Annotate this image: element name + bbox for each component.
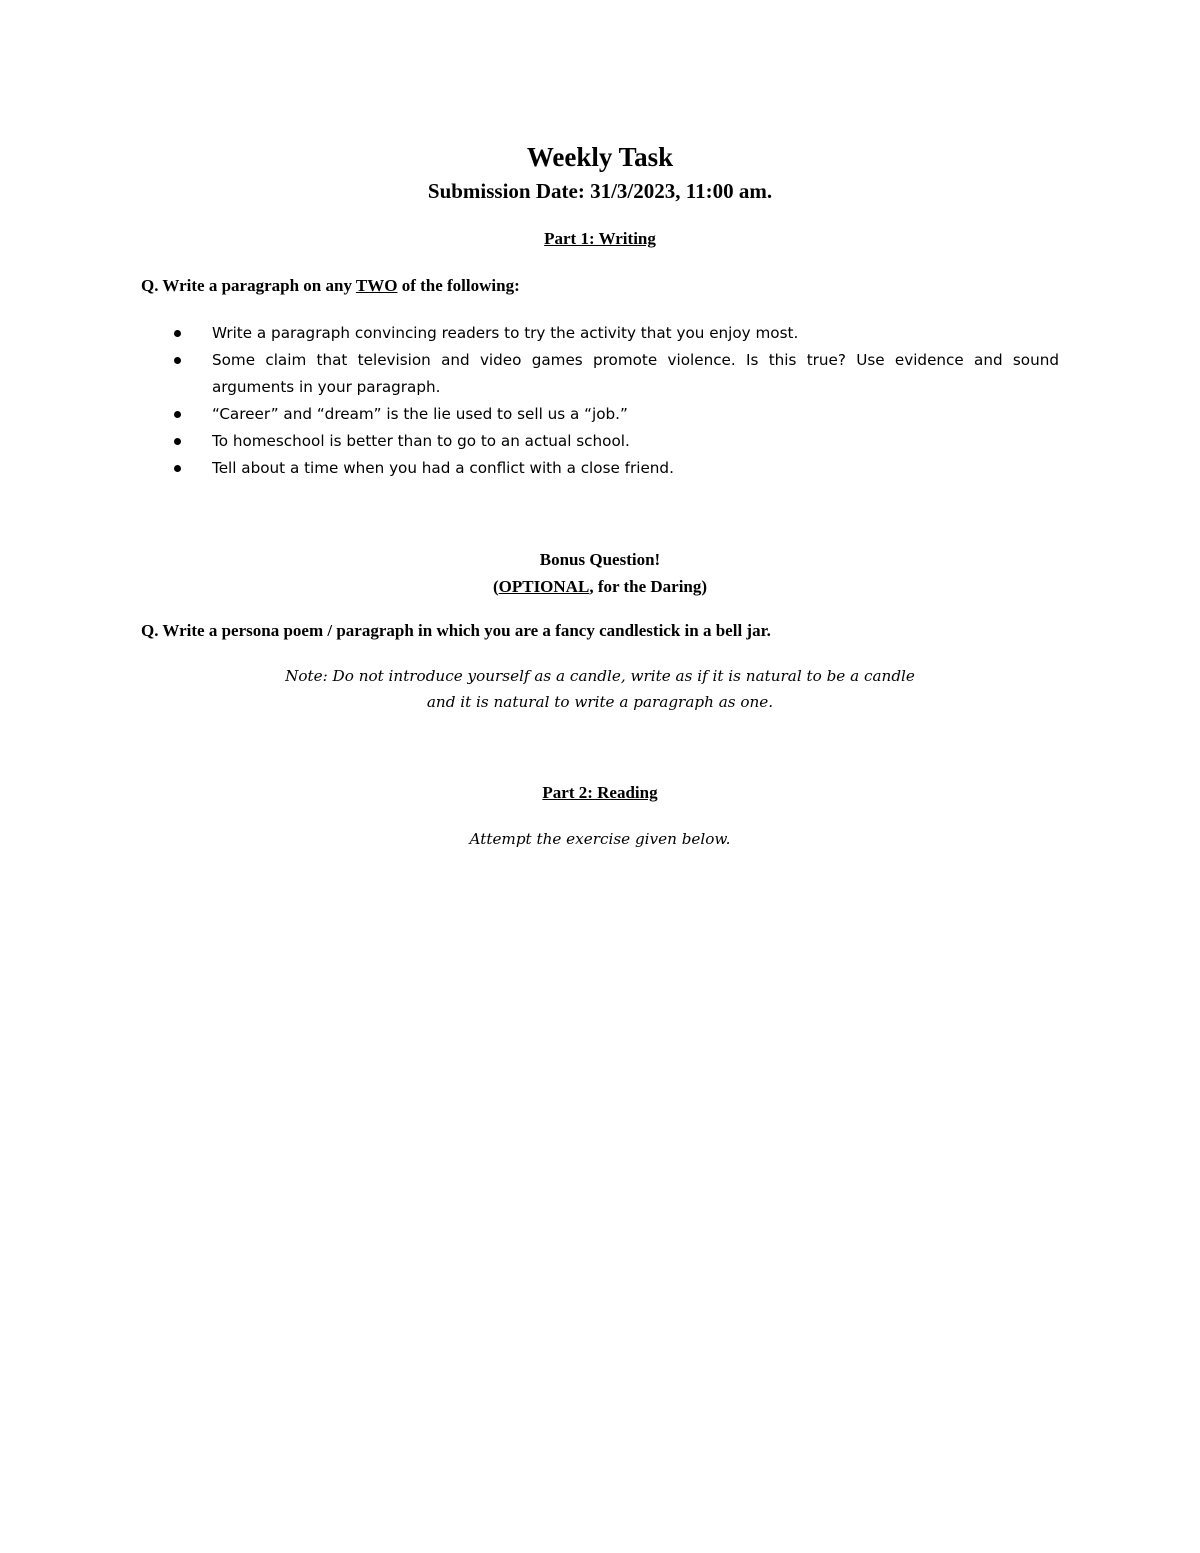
list-item-text: Write a paragraph convincing readers to try the activity that you enjoy most. bbox=[212, 324, 799, 342]
bonus-subheading bbox=[0, 573, 1200, 600]
document-title: Weekly Task bbox=[526, 142, 674, 172]
list-item-text: Tell about a time when you had a conflict with a close friend. bbox=[212, 459, 674, 477]
bullet-icon bbox=[174, 438, 181, 445]
part1-question bbox=[141, 275, 1071, 297]
part2-instruction: Attempt the exercise given below. bbox=[469, 830, 731, 848]
list-item-text: To homeschool is better than to go to an actual school. bbox=[212, 432, 630, 450]
bonus-sub-emphasis: OPTIONAL bbox=[498, 577, 590, 596]
list-item bbox=[141, 347, 1059, 401]
list-item bbox=[141, 320, 1059, 347]
bonus-heading: Bonus Question! bbox=[539, 550, 661, 569]
bonus-question: Q. Write a persona poem / paragraph in which you are a fancy candlestick in a bell jar. bbox=[141, 621, 771, 640]
part1-heading: Part 1: Writing bbox=[544, 229, 656, 248]
list-item bbox=[141, 455, 1059, 482]
part1-question-prefix: Q. Write a paragraph on any bbox=[141, 276, 356, 295]
bonus-sub-open: ( bbox=[492, 577, 499, 596]
list-item bbox=[141, 428, 1059, 455]
bullet-icon bbox=[174, 357, 181, 364]
submission-date: Submission Date: 31/3/2023, 11:00 am. bbox=[427, 179, 773, 203]
list-item-text: Some claim that television and video games promote violence. Is this true? Use evidence and sound arguments in your paragraph. bbox=[212, 351, 1059, 396]
part1-bullet-list bbox=[141, 320, 1059, 482]
bullet-icon bbox=[174, 465, 181, 472]
list-item bbox=[141, 401, 1059, 428]
part1-question-suffix: of the following: bbox=[397, 276, 520, 295]
bonus-note-line1: Note: Do not introduce yourself as a candle, write as if it is natural to be a candle bbox=[285, 667, 915, 685]
bonus-note-line2: and it is natural to write a paragraph as one. bbox=[426, 693, 774, 711]
bullet-icon bbox=[174, 330, 181, 337]
list-item-text: “Career” and “dream” is the lie used to sell us a “job.” bbox=[212, 405, 628, 423]
part1-question-emphasis: TWO bbox=[355, 276, 398, 295]
bonus-sub-rest: , for the Daring) bbox=[589, 577, 708, 596]
part2-heading: Part 2: Reading bbox=[542, 783, 658, 802]
bullet-icon bbox=[174, 411, 181, 418]
